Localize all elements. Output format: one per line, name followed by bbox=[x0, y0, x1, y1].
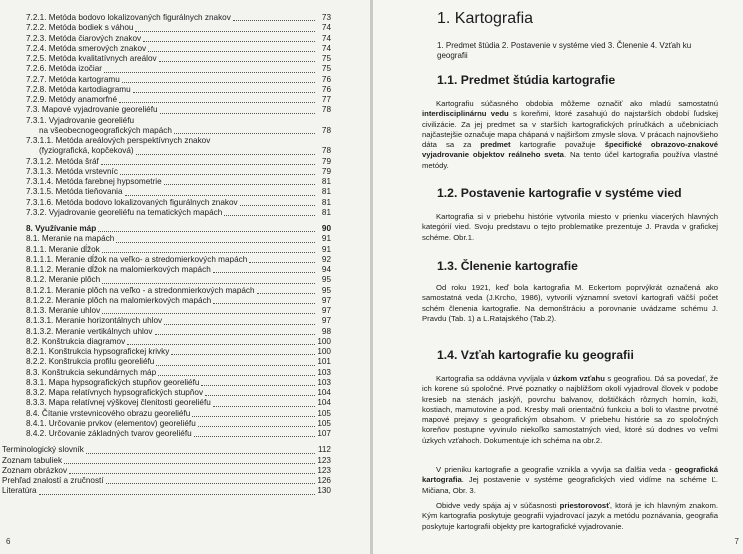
toc-page-number: 78 bbox=[321, 146, 331, 156]
toc-entry bbox=[2, 445, 331, 455]
section-heading: 1.3. Členenie kartografie bbox=[437, 259, 578, 273]
toc-entry bbox=[26, 337, 331, 347]
toc-leader-dots bbox=[155, 334, 315, 335]
emphasized-term: geografická kartografia bbox=[422, 465, 718, 485]
toc-leader-dots bbox=[39, 494, 315, 495]
toc-page-number: 104 bbox=[317, 388, 331, 397]
toc-entry-label: 8.4.1. Určovanie prvkov (elementov) georeliéfu bbox=[26, 418, 196, 428]
toc-entry bbox=[26, 85, 331, 95]
toc-entry bbox=[26, 316, 331, 326]
toc-leader-dots bbox=[148, 51, 315, 52]
toc-page-number: 90 bbox=[321, 224, 331, 233]
toc-entry bbox=[26, 75, 331, 85]
toc-entry bbox=[26, 234, 331, 244]
toc-page-number: 81 bbox=[321, 177, 331, 186]
toc-leader-dots bbox=[69, 473, 315, 474]
toc-entry-label: 7.2.5. Metóda kvalitatívnych areálov bbox=[26, 54, 157, 63]
toc-page-number: 91 bbox=[321, 244, 331, 254]
toc-leader-dots bbox=[120, 174, 315, 175]
toc-entry bbox=[2, 486, 331, 496]
toc-page-number: 123 bbox=[317, 465, 331, 475]
emphasized-term: predmet bbox=[480, 140, 511, 150]
toc-page-number: 105 bbox=[317, 418, 331, 428]
toc-page-number: 97 bbox=[321, 306, 331, 315]
toc-entry-label: 8.1.2. Meranie plôch bbox=[26, 275, 101, 285]
toc-page-number: 112 bbox=[317, 445, 331, 455]
toc-entry bbox=[26, 167, 331, 177]
toc-entry-label: 8.1.2.2. Meranie plôch na malomierkových mapách bbox=[26, 295, 212, 305]
toc-entry-label: 7.2.2. Metóda bodiek s váhou bbox=[26, 23, 134, 33]
toc-leader-dots bbox=[160, 113, 315, 114]
toc-entry-label: 8.2. Konštrukcia diagramov bbox=[26, 336, 126, 346]
toc-entry bbox=[26, 275, 331, 285]
toc-leader-dots bbox=[158, 375, 315, 376]
section-paragraph bbox=[422, 374, 718, 446]
section-heading: 1.4. Vzťah kartografie ku geografii bbox=[437, 348, 634, 362]
toc-page-number: 81 bbox=[321, 207, 331, 217]
toc-entry-label: 8.3. Konštrukcia sekundárnych máp bbox=[26, 367, 157, 377]
toc-leader-dots bbox=[122, 82, 315, 83]
toc-leader-dots bbox=[102, 313, 315, 314]
toc-page-number: 105 bbox=[317, 408, 331, 418]
toc-leader-dots bbox=[104, 72, 315, 73]
toc-entry bbox=[26, 198, 331, 208]
toc-page-number: 97 bbox=[321, 316, 331, 326]
toc-entry bbox=[26, 136, 331, 146]
toc-leader-dots bbox=[159, 61, 315, 62]
toc-entry bbox=[26, 208, 331, 218]
toc-entry bbox=[26, 347, 331, 357]
toc-entry bbox=[26, 245, 331, 255]
toc-entry-label: Zoznam tabuliek bbox=[2, 455, 63, 465]
toc-page-number: 81 bbox=[321, 187, 331, 197]
toc-page-number: 81 bbox=[321, 197, 331, 207]
emphasized-term: interdisciplinárnu vedu bbox=[422, 109, 509, 119]
toc-entry bbox=[2, 476, 331, 486]
toc-entry-label: 8.1.3.1. Meranie horizontálnych uhlov bbox=[26, 316, 163, 326]
paragraph-text: , ktorá je ich hlavným znakom. Kým kartografia poskytuje geografii vyjadrovací jazyk a metódu poznávania, geografia poskytuje kartografii objekty pre kartografické vyjadrovanie. bbox=[422, 501, 718, 531]
toc-entry bbox=[26, 388, 331, 398]
paragraph-text: V prieniku kartografie a geografie vznikla a vyvíja sa ďalšia veda - bbox=[436, 465, 675, 474]
toc-entry bbox=[2, 456, 331, 466]
toc-leader-dots bbox=[192, 416, 315, 417]
toc-leader-dots bbox=[194, 436, 315, 437]
toc-leader-dots bbox=[198, 426, 315, 427]
toc-entry-label: 8.1.3. Meranie uhlov bbox=[26, 306, 101, 315]
toc-page-number: 78 bbox=[321, 125, 331, 135]
toc-leader-dots bbox=[224, 215, 315, 216]
toc-entry-label: 7.3.1.1. Metóda areálových perspektívnych znakov bbox=[26, 136, 211, 145]
toc-entry bbox=[26, 126, 331, 136]
toc-entry-label: 8.1.3.2. Meranie vertikálnych uhlov bbox=[26, 326, 153, 336]
section-heading: 1.2. Postavenie kartografie v systéme vied bbox=[437, 186, 682, 200]
toc-page-number: 76 bbox=[321, 74, 331, 84]
toc-leader-dots bbox=[98, 231, 315, 232]
toc-entry-label: 8.1. Meranie na mapách bbox=[26, 234, 115, 244]
toc-entry bbox=[26, 265, 331, 275]
toc-page-number: 75 bbox=[321, 64, 331, 74]
toc-entry bbox=[26, 116, 331, 126]
toc-entry bbox=[26, 327, 331, 337]
toc-entry-label: 7.3.1.6. Metóda bodovo lokalizovaných figurálnych znakov bbox=[26, 197, 238, 207]
toc-page-number: 103 bbox=[317, 377, 331, 387]
toc-page-number: 79 bbox=[321, 166, 331, 176]
toc-leader-dots bbox=[125, 195, 316, 196]
toc-entry bbox=[26, 296, 331, 306]
toc-entry-label: Prehľad znalostí a zručností bbox=[2, 476, 104, 485]
toc-page-number: 73 bbox=[321, 13, 331, 22]
section-paragraph bbox=[422, 465, 718, 496]
toc-leader-dots bbox=[101, 164, 315, 165]
toc-page-number: 101 bbox=[317, 357, 331, 367]
toc-entry bbox=[26, 419, 331, 429]
toc-page-number: 103 bbox=[317, 367, 331, 377]
toc-entry-label: 8.1.1.1. Meranie dĺžok na veľko- a stredomierkových mapách bbox=[26, 254, 248, 264]
toc-page-number: 104 bbox=[317, 398, 331, 408]
toc-entry-label: 8.3.3. Mapa relatívnej výškovej členitosti georeliéfu bbox=[26, 398, 211, 408]
emphasized-term: špecifické obrazovo-znakové vyjadrovanie objektov reálneho sveta bbox=[422, 140, 718, 160]
toc-entry bbox=[26, 286, 331, 296]
section-paragraph bbox=[422, 501, 718, 532]
toc-page-number: 79 bbox=[321, 156, 331, 166]
toc-leader-dots bbox=[205, 395, 315, 396]
toc-page-number: 123 bbox=[317, 455, 331, 465]
toc-entry-label: 7.2.4. Metóda smerových znakov bbox=[26, 43, 147, 53]
toc-entry-label: 7.2.1. Metóda bodovo lokalizovaných figurálnych znakov bbox=[26, 13, 231, 22]
toc-page-number: 107 bbox=[317, 429, 331, 438]
toc-entry-label: 8. Využívanie máp bbox=[26, 224, 97, 233]
toc-entry-label: (fyziografická, kopčeková) bbox=[39, 146, 134, 156]
toc-entry-label: na všeobecnogeografických mapách bbox=[39, 125, 172, 135]
paragraph-text: . Jej postavenie v systéme geografických vied vidíme na schéme Ľ. Mičiana, Obr. 3. bbox=[422, 475, 718, 495]
emphasized-term: úzkom vzťahu bbox=[552, 374, 605, 383]
toc-page-number: 74 bbox=[321, 23, 331, 33]
paragraph-text: kartografie považuje bbox=[510, 140, 605, 150]
toc-entry-label: 7.3.1.3. Metóda vrstevníc bbox=[26, 166, 118, 176]
toc-page-number: 75 bbox=[321, 54, 331, 63]
toc-entry-label: 7.3.1.5. Metóda tieňovania bbox=[26, 187, 123, 197]
toc-leader-dots bbox=[102, 283, 315, 284]
toc-entry bbox=[26, 306, 331, 316]
toc-leader-dots bbox=[135, 31, 315, 32]
table-of-contents bbox=[2, 13, 331, 497]
toc-entry bbox=[26, 429, 331, 439]
toc-leader-dots bbox=[201, 385, 315, 386]
toc-entry bbox=[26, 398, 331, 408]
toc-page-number: 74 bbox=[321, 33, 331, 43]
toc-entry bbox=[26, 177, 331, 187]
toc-leader-dots bbox=[164, 324, 315, 325]
toc-leader-dots bbox=[119, 102, 315, 103]
toc-page-number: 74 bbox=[321, 43, 331, 53]
toc-page-number: 95 bbox=[321, 285, 331, 295]
toc-page-number: 78 bbox=[321, 105, 331, 115]
toc-entry-label: 7.2.9. Metódy anamorfné bbox=[26, 95, 118, 104]
toc-leader-dots bbox=[64, 463, 315, 464]
toc-entry-label: 8.1.2.1. Meranie plôch na veľko - a stredonmierkových mapách bbox=[26, 285, 255, 295]
toc-page-number: 77 bbox=[321, 95, 331, 104]
paragraph-text: Obidve vedy spája aj v súčasnosti bbox=[436, 501, 560, 510]
paragraph-text: Kartografia sa oddávna vyvíjala v bbox=[436, 374, 553, 383]
toc-entry-label: 8.4.2. Určovanie základných tvarov georeliéfu bbox=[26, 429, 192, 438]
toc-entry-label: Zoznam obrázkov bbox=[2, 465, 68, 475]
toc-entry bbox=[26, 13, 331, 23]
toc-entry bbox=[26, 34, 331, 44]
toc-leader-dots bbox=[136, 154, 315, 155]
left-page bbox=[0, 0, 370, 554]
toc-leader-dots bbox=[133, 92, 315, 93]
toc-leader-dots bbox=[249, 262, 315, 263]
toc-entry bbox=[26, 44, 331, 54]
toc-leader-dots bbox=[240, 205, 315, 206]
toc-leader-dots bbox=[213, 272, 315, 273]
section-heading: 1.1. Predmet štúdia kartografie bbox=[437, 73, 616, 87]
toc-entry-label: 8.4. Čítanie vrstevnicového obrazu georeliéfu bbox=[26, 408, 191, 418]
toc-entry bbox=[26, 95, 331, 105]
toc-entry bbox=[26, 409, 331, 419]
toc-page-number: 91 bbox=[321, 234, 331, 244]
toc-page-number: 126 bbox=[317, 476, 331, 485]
toc-leader-dots bbox=[164, 184, 315, 185]
toc-entry bbox=[26, 54, 331, 64]
toc-leader-dots bbox=[233, 20, 315, 21]
section-paragraph bbox=[422, 212, 718, 243]
toc-entry-label: 8.1.1. Meranie dĺžok bbox=[26, 244, 100, 254]
toc-entry bbox=[26, 105, 331, 115]
section-paragraph bbox=[422, 283, 718, 324]
toc-entry bbox=[26, 224, 331, 234]
toc-page-number: 95 bbox=[321, 275, 331, 285]
section-paragraph bbox=[422, 99, 718, 171]
toc-entry-label: 7.2.6. Metóda izočiar bbox=[26, 64, 103, 74]
toc-entry-label: Terminologický slovník bbox=[2, 445, 84, 455]
toc-entry-label: 7.3.1. Vyjadrovanie georeliéfu bbox=[26, 115, 135, 125]
toc-entry bbox=[2, 466, 331, 476]
toc-entry bbox=[26, 255, 331, 265]
toc-leader-dots bbox=[86, 453, 315, 454]
toc-page-number: 100 bbox=[317, 336, 331, 346]
toc-entry bbox=[26, 146, 331, 156]
toc-leader-dots bbox=[213, 303, 315, 304]
emphasized-term: priestorovosť bbox=[559, 501, 610, 510]
toc-entry-label: 8.3.1. Mapa hypsografických stupňov georeliéfu bbox=[26, 377, 200, 387]
toc-page-number: 98 bbox=[321, 326, 331, 336]
paragraph-text: Kartografia si v priebehu histórie vytvorila miesto v prienku viacerých hlavných kategórií vied. Svoju predstavu o tejto problematike prezentuje J. Pravda v grafickej schéme. Obr.1. bbox=[422, 212, 718, 242]
toc-leader-dots bbox=[257, 293, 315, 294]
toc-entry-label: 7.3.1.2. Metóda šráf bbox=[26, 156, 99, 166]
toc-entry-label: 8.2.2. Konštrukcia profilu georeliéfu bbox=[26, 357, 155, 367]
toc-entry bbox=[26, 157, 331, 167]
toc-entry bbox=[26, 378, 331, 388]
paragraph-text: s koreňmi, ktoré zasahujú do najstarších období ľudskej civilizácie. Za jej predmet sa v starších kartografických príručkách a učebniciach najčastejšie označuje mapa chápaná v najširšom zmysle slova. V prácach najnovšieho dáta sa za bbox=[422, 109, 718, 150]
toc-entry-label: Literatúra bbox=[2, 486, 37, 496]
toc-leader-dots bbox=[143, 41, 315, 42]
toc-page-number: 94 bbox=[321, 265, 331, 274]
toc-entry-label: 7.2.7. Metóda kartogramu bbox=[26, 74, 120, 84]
toc-entry-label: 7.3.2. Vyjadrovanie georeliéfu na tematických mapách bbox=[26, 207, 223, 217]
paragraph-text: . Na tento účel kartografia používa vlastné metódy. bbox=[422, 150, 718, 170]
toc-page-number: 76 bbox=[321, 84, 331, 94]
toc-entry-label: 7.2.8. Metóda kartodiagramu bbox=[26, 84, 131, 94]
toc-entry-label: 8.3.2. Mapa relatívnych hypsografických stupňov bbox=[26, 388, 204, 397]
paragraph-text: Od roku 1921, keď bola kartografia M. Eckertom poprvýkrát označená ako samostatná veda (J.Krcho, 1986), vytvorili významní svetoví kartografi väčší počet schém členenia kartografie. Na demonštráciu a porovnanie uvádzame schému J. Pravdu (Tab. 1) a L.Ratajského (Tab.2). bbox=[422, 283, 718, 323]
page-number-left: 6 bbox=[6, 537, 11, 546]
chapter-title: 1. Kartografia bbox=[437, 10, 534, 27]
toc-entry-label: 8.1.1.2. Meranie dĺžok na malomierkových mapách bbox=[26, 265, 211, 274]
toc-page-number: 130 bbox=[317, 486, 331, 496]
chapter-outline: 1. Predmet štúdia 2. Postavenie v systéme vied 3. Členenie 4. Vzťah ku geografii bbox=[437, 41, 692, 60]
toc-leader-dots bbox=[106, 483, 315, 484]
toc-entry-label: 7.3.1.4. Metóda farebnej hypsometrie bbox=[26, 177, 162, 186]
toc-leader-dots bbox=[116, 242, 315, 243]
paragraph-text: s geografiou. Dá sa povedať, že ich korene sú spoločné. Prvé poznatky o najbližšom okolí vyjadroval človek v podobe kresieb na stenách jaskýň, povrchu balvanov, doštičkách rôznych hornín, koži, kostiach, mamutovine a pod. Kresby mali orientačnú funkciu a boli to vlastne prvotné mapové prejavy s geografickým obsahom. V priebehu histórie sa zo spoločných koreňov postupne vyvinulo niekoľko samostatných vied, ktoré sú dodnes vo veľmi úzkych vzťahoch. Dokumentuje ich schéma na obr.2. bbox=[422, 374, 718, 445]
toc-entry bbox=[26, 23, 331, 33]
toc-entry bbox=[26, 368, 331, 378]
toc-leader-dots bbox=[213, 406, 315, 407]
page-number-right: 7 bbox=[734, 537, 739, 546]
toc-leader-dots bbox=[127, 344, 315, 345]
toc-page-number: 100 bbox=[317, 347, 331, 356]
toc-leader-dots bbox=[156, 365, 315, 366]
toc-leader-dots bbox=[102, 252, 315, 253]
toc-page-number: 97 bbox=[321, 295, 331, 305]
toc-entry bbox=[26, 357, 331, 367]
paragraph-text: Kartografiu súčasného obdobia môžeme označiť ako mladú samostatnú bbox=[436, 99, 718, 108]
toc-entry-label: 8.2.1. Konštrukcia hypsografickej krivky bbox=[26, 347, 170, 356]
toc-page-number: 92 bbox=[321, 254, 331, 264]
toc-entry bbox=[26, 187, 331, 197]
toc-entry bbox=[26, 64, 331, 74]
toc-leader-dots bbox=[174, 133, 315, 134]
toc-entry-label: 7.3. Mapové vyjadrovanie georeliéfu bbox=[26, 105, 158, 115]
toc-entry-label: 7.2.3. Metóda čiarových znakov bbox=[26, 33, 142, 43]
toc-leader-dots bbox=[171, 354, 315, 355]
